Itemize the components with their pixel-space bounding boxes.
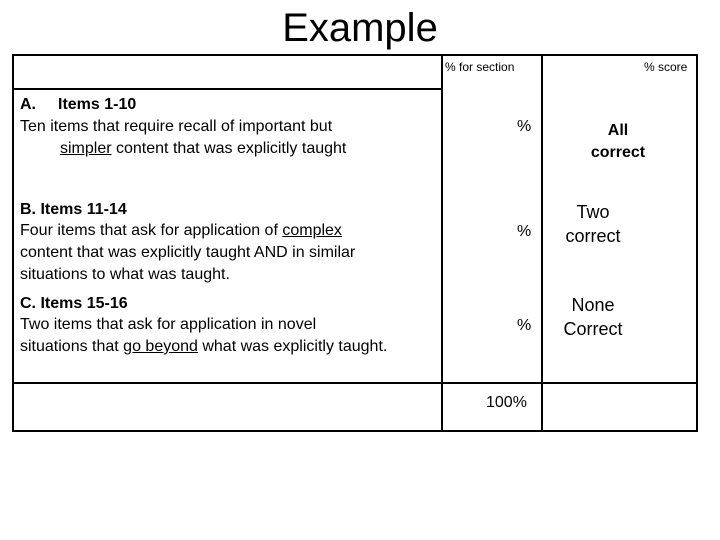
row-c-percent: % (517, 317, 532, 334)
page-title: Example (282, 6, 438, 50)
row-a-items: Items 1-10 (58, 96, 137, 113)
row-b-heading: B. Items 11-14 (20, 201, 127, 218)
row-c-score-line1: None (571, 295, 615, 315)
row-b-score-line1: Two (576, 202, 610, 222)
row-b-desc-line2: content that was explicitly taught AND in similar (20, 244, 356, 261)
total-percent: 100% (486, 394, 527, 411)
row-a-score (543, 120, 693, 164)
row-c-desc-pre: situations that (20, 338, 124, 355)
row-b-desc-line3: situations to what was taught. (20, 266, 230, 283)
row-c-desc-line2 (20, 336, 387, 358)
row-a-heading (20, 94, 136, 116)
row-a-desc-line2 (60, 138, 346, 160)
row-c-heading: C. Items 15-16 (20, 295, 128, 312)
row-a-percent: % (517, 118, 532, 135)
row-c-desc-rest: what was explicitly taught. (197, 338, 388, 355)
column-divider-left (441, 56, 443, 430)
header-divider (14, 88, 441, 90)
row-b-score (543, 200, 643, 248)
row-c-score-line2: Correct (563, 319, 623, 339)
header-pct-for-section: % for section (445, 60, 515, 74)
row-b-desc-line1 (20, 220, 342, 242)
total-row-divider (14, 382, 696, 384)
row-b-percent: % (517, 223, 532, 240)
score-table (12, 54, 698, 432)
row-a-desc-rest: content that was explicitly taught (111, 140, 347, 157)
row-a-score-line1: All (607, 122, 629, 139)
row-b-score-line2: correct (565, 226, 621, 246)
row-b-desc-pre: Four items that ask for application of (20, 222, 283, 239)
row-c-score (543, 293, 643, 341)
header-pct-score: % score (644, 60, 688, 74)
row-b-desc-underlined: complex (282, 222, 342, 239)
row-a-letter: A. (20, 96, 36, 113)
row-a-desc-underlined: simpler (60, 140, 112, 157)
row-a-desc-line1: Ten items that require recall of important but (20, 118, 333, 135)
row-a-score-line2: correct (590, 144, 646, 161)
row-c-desc-underlined: go beyond (123, 338, 198, 355)
row-c-desc-line1: Two items that ask for application in novel (20, 316, 317, 333)
